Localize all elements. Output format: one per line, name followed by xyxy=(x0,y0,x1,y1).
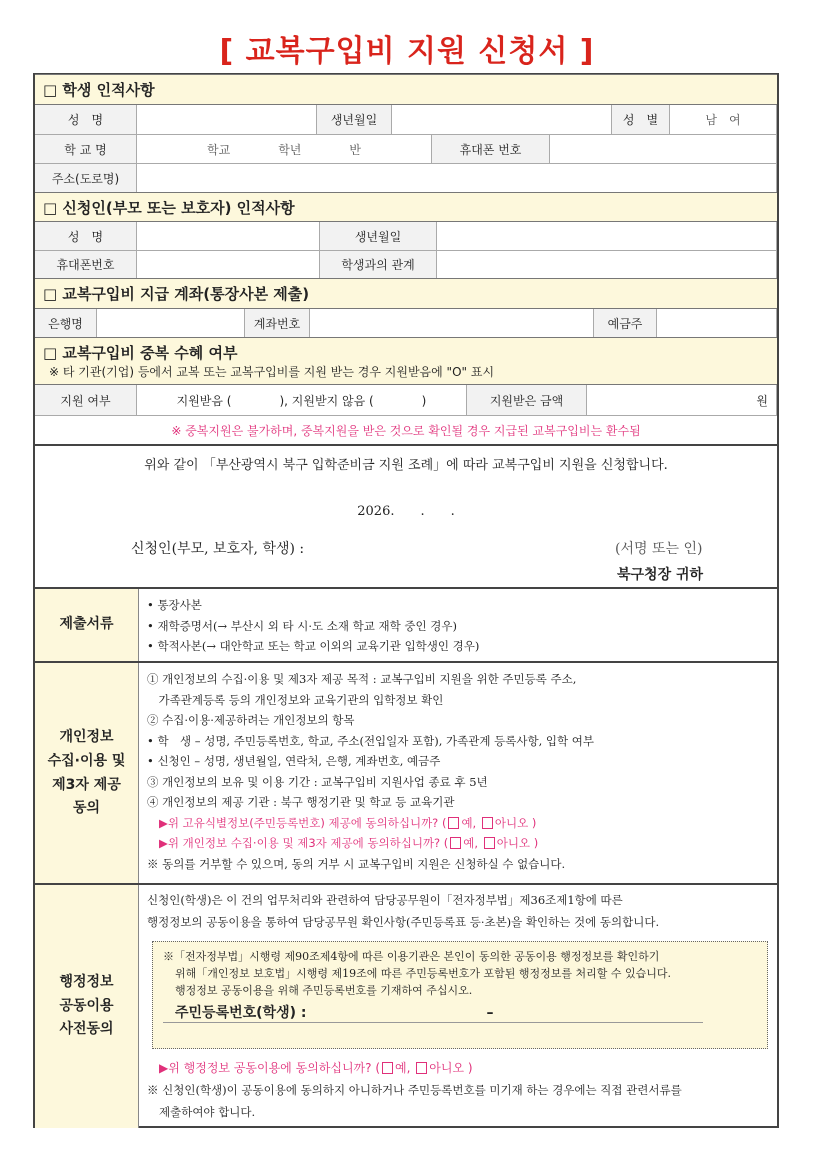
privacy-label: 개인정보 수집·이용 및 제3자 제공 동의 xyxy=(35,663,139,884)
declaration-text: 위와 같이 「부산광역시 북구 입학준비금 지원 조례」에 따라 교복구입비 지원을 신청합니다. xyxy=(144,458,668,473)
account-section-header: □ 교복구입비 지급 계좌(통장사본 제출) xyxy=(35,278,777,309)
privacy-consent-q2 xyxy=(147,833,769,854)
addressee: 북구청장 귀하 xyxy=(617,567,704,583)
account-number-label: 계좌번호 xyxy=(245,309,310,338)
school-field[interactable]: 학교 학년 반 xyxy=(137,135,432,164)
admin-yes-checkbox[interactable] xyxy=(382,1062,393,1074)
admin-label: 행정정보 공동이용 사전동의 xyxy=(35,885,139,1128)
applicant-birth-label: 생년월일 xyxy=(320,222,437,251)
duplicate-section-header xyxy=(35,337,777,385)
support-options[interactable]: 지원받음 ( ), 지원받지 않음 ( ) xyxy=(137,385,467,416)
q2-yes-label: 예, xyxy=(463,836,479,850)
rrn-dash: – xyxy=(486,1005,494,1021)
student-section-header: □ 학생 인적사항 xyxy=(35,74,777,105)
address-field[interactable] xyxy=(137,164,777,193)
declaration-date: 2026. . . xyxy=(357,504,455,519)
applicant-name-field[interactable] xyxy=(137,222,320,251)
q2-no-label: 아니오 ) xyxy=(496,836,539,850)
duplicate-note: ※ 타 기관(기업) 등에서 교복 또는 교복구입비를 지원 받는 경우 지원받음에 "O" 표시 xyxy=(49,365,495,379)
q1-yes-checkbox[interactable] xyxy=(448,817,459,829)
privacy-section xyxy=(35,661,777,884)
signature-placeholder[interactable]: (서명 또는 인) xyxy=(615,541,703,557)
privacy-line: • 학 생 – 성명, 주민등록번호, 학교, 주소(전입일자 포함), 가족관계 등록사항, 입학 여부 xyxy=(147,733,594,748)
q1-no-checkbox[interactable] xyxy=(482,817,493,829)
admin-q-text: ▶위 행정정보 공동이용에 동의하십니까? ( xyxy=(159,1061,381,1075)
documents-section xyxy=(35,587,777,661)
privacy-line: ④ 개인정보의 제공 기관 : 북구 행정기관 및 학교 등 교육기관 xyxy=(147,795,455,809)
admin-intro: 행정정보의 공동이용을 통하여 담당공무원 확인사항(주민등록표 등·초본)을 확인하는 것에 동의합니다. xyxy=(147,915,660,929)
q2-no-checkbox[interactable] xyxy=(484,837,495,849)
rrn-box xyxy=(152,941,768,1049)
school-label: 학 교 명 xyxy=(35,135,137,164)
admin-footer: 제출하여야 합니다. xyxy=(159,1105,256,1119)
admin-no-label: 아니오 ) xyxy=(429,1061,473,1075)
applicant-phone-field[interactable] xyxy=(137,251,320,279)
amount-unit: 원 xyxy=(756,393,768,408)
document-item: • 통장사본 xyxy=(147,598,202,612)
declaration-section xyxy=(35,444,777,589)
holder-label: 예금주 xyxy=(594,309,657,338)
q1-yes-label: 예, xyxy=(461,815,477,830)
rrn-label: 주민등록번호(학생) : xyxy=(175,1005,307,1021)
privacy-line: ① 개인정보의 수집·이용 및 제3자 제공 목적 : 교복구입비 지원을 위한 주민등록 주소, xyxy=(147,672,577,686)
application-form xyxy=(33,73,779,1128)
rrn-note: 위해「개인정보 보호법」시행령 제19조에 따른 주민등록번호가 포함된 행정정보를 처리할 수 있습니다. xyxy=(175,967,671,980)
student-name-label: 성 명 xyxy=(35,105,137,135)
admin-yes-label: 예, xyxy=(395,1061,411,1075)
relation-label: 학생과의 관계 xyxy=(320,251,437,279)
account-number-field[interactable] xyxy=(310,309,594,338)
student-phone-field[interactable] xyxy=(550,135,777,164)
address-label: 주소(도로명) xyxy=(35,164,137,193)
admin-consent-q xyxy=(147,1057,769,1079)
privacy-line: • 신청인 – 성명, 생년월일, 연락처, 은행, 계좌번호, 예금주 xyxy=(147,754,441,768)
student-gender-label: 성 별 xyxy=(612,105,670,135)
student-phone-label: 휴대폰 번호 xyxy=(432,135,550,164)
duplicate-header-text: □ 교복구입비 중복 수혜 여부 xyxy=(43,344,238,362)
support-label: 지원 여부 xyxy=(35,385,137,416)
documents-label: 제출서류 xyxy=(35,589,139,661)
bank-label: 은행명 xyxy=(35,309,97,338)
student-birth-field[interactable] xyxy=(392,105,612,135)
privacy-line: ③ 개인정보의 보유 및 이용 기간 : 교복구입비 지원사업 종료 후 5년 xyxy=(147,774,488,789)
admin-no-checkbox[interactable] xyxy=(416,1062,427,1074)
rrn-field[interactable] xyxy=(163,1005,703,1023)
amount-field[interactable] xyxy=(587,385,777,416)
admin-intro: 신청인(학생)은 이 건의 업무처리와 관련하여 담당공무원이「전자정부법」제36조제1항에 따른 xyxy=(147,893,623,907)
privacy-footer: ※ 동의를 거부할 수 있으며, 동의 거부 시 교복구입비 지원은 신청하실 수 없습니다. xyxy=(147,856,566,871)
bank-field[interactable] xyxy=(97,309,245,338)
student-birth-label: 생년월일 xyxy=(317,105,392,135)
admin-info-section xyxy=(35,883,777,1128)
document-item: • 학적사본(→ 대안학교 또는 학교 이외의 교육기관 입학생인 경우) xyxy=(147,639,480,653)
document-item: • 재학증명서(→ 부산시 외 타 시·도 소재 학교 재학 중인 경우) xyxy=(147,618,457,633)
admin-footer: ※ 신청인(학생)이 공동이용에 동의하지 아니하거나 주민등록번호를 미기재 하는 경우에는 직접 관련서류를 xyxy=(147,1083,682,1097)
privacy-line: ② 수집·이용·제공하려는 개인정보의 항목 xyxy=(147,713,355,727)
student-gender-field[interactable]: 남 여 xyxy=(670,105,777,135)
q1-text: ▶위 고유식별정보(주민등록번호) 제공에 동의하십니까? ( xyxy=(159,815,447,830)
relation-field[interactable] xyxy=(437,251,777,279)
applicant-name-label: 성 명 xyxy=(35,222,137,251)
applicant-section-header: □ 신청인(부모 또는 보호자) 인적사항 xyxy=(35,192,777,222)
privacy-consent-q1 xyxy=(147,813,769,834)
privacy-line: 가족관계등록 등의 개인정보와 교육기관의 입학정보 확인 xyxy=(147,692,444,707)
applicant-phone-label: 휴대폰번호 xyxy=(35,251,137,279)
q1-no-label: 아니오 ) xyxy=(494,815,537,830)
holder-field[interactable] xyxy=(657,309,777,338)
form-title: [ 교복구입비 지원 신청서 ] xyxy=(219,34,595,69)
rrn-note: 행정정보 공동이용을 위해 주민등록번호를 기재하여 주십시오. xyxy=(175,984,473,997)
duplicate-warning: ※ 중복지원은 불가하며, 중복지원을 받은 것으로 확인될 경우 지급된 교복구입비는 환수됨 xyxy=(35,416,777,445)
applicant-birth-field[interactable] xyxy=(437,222,777,251)
amount-label: 지원받은 금액 xyxy=(467,385,587,416)
rrn-note: ※「전자정부법」시행령 제90조제4항에 따른 이용기관은 본인이 동의한 공동이용 행정정보를 확인하기 xyxy=(163,950,660,963)
q2-text: ▶위 개인정보 수집·이용 및 제3자 제공에 동의하십니까? ( xyxy=(159,836,449,850)
q2-yes-checkbox[interactable] xyxy=(450,837,461,849)
student-name-field[interactable] xyxy=(137,105,317,135)
declaration-applicant: 신청인(부모, 보호자, 학생) : xyxy=(131,541,305,557)
